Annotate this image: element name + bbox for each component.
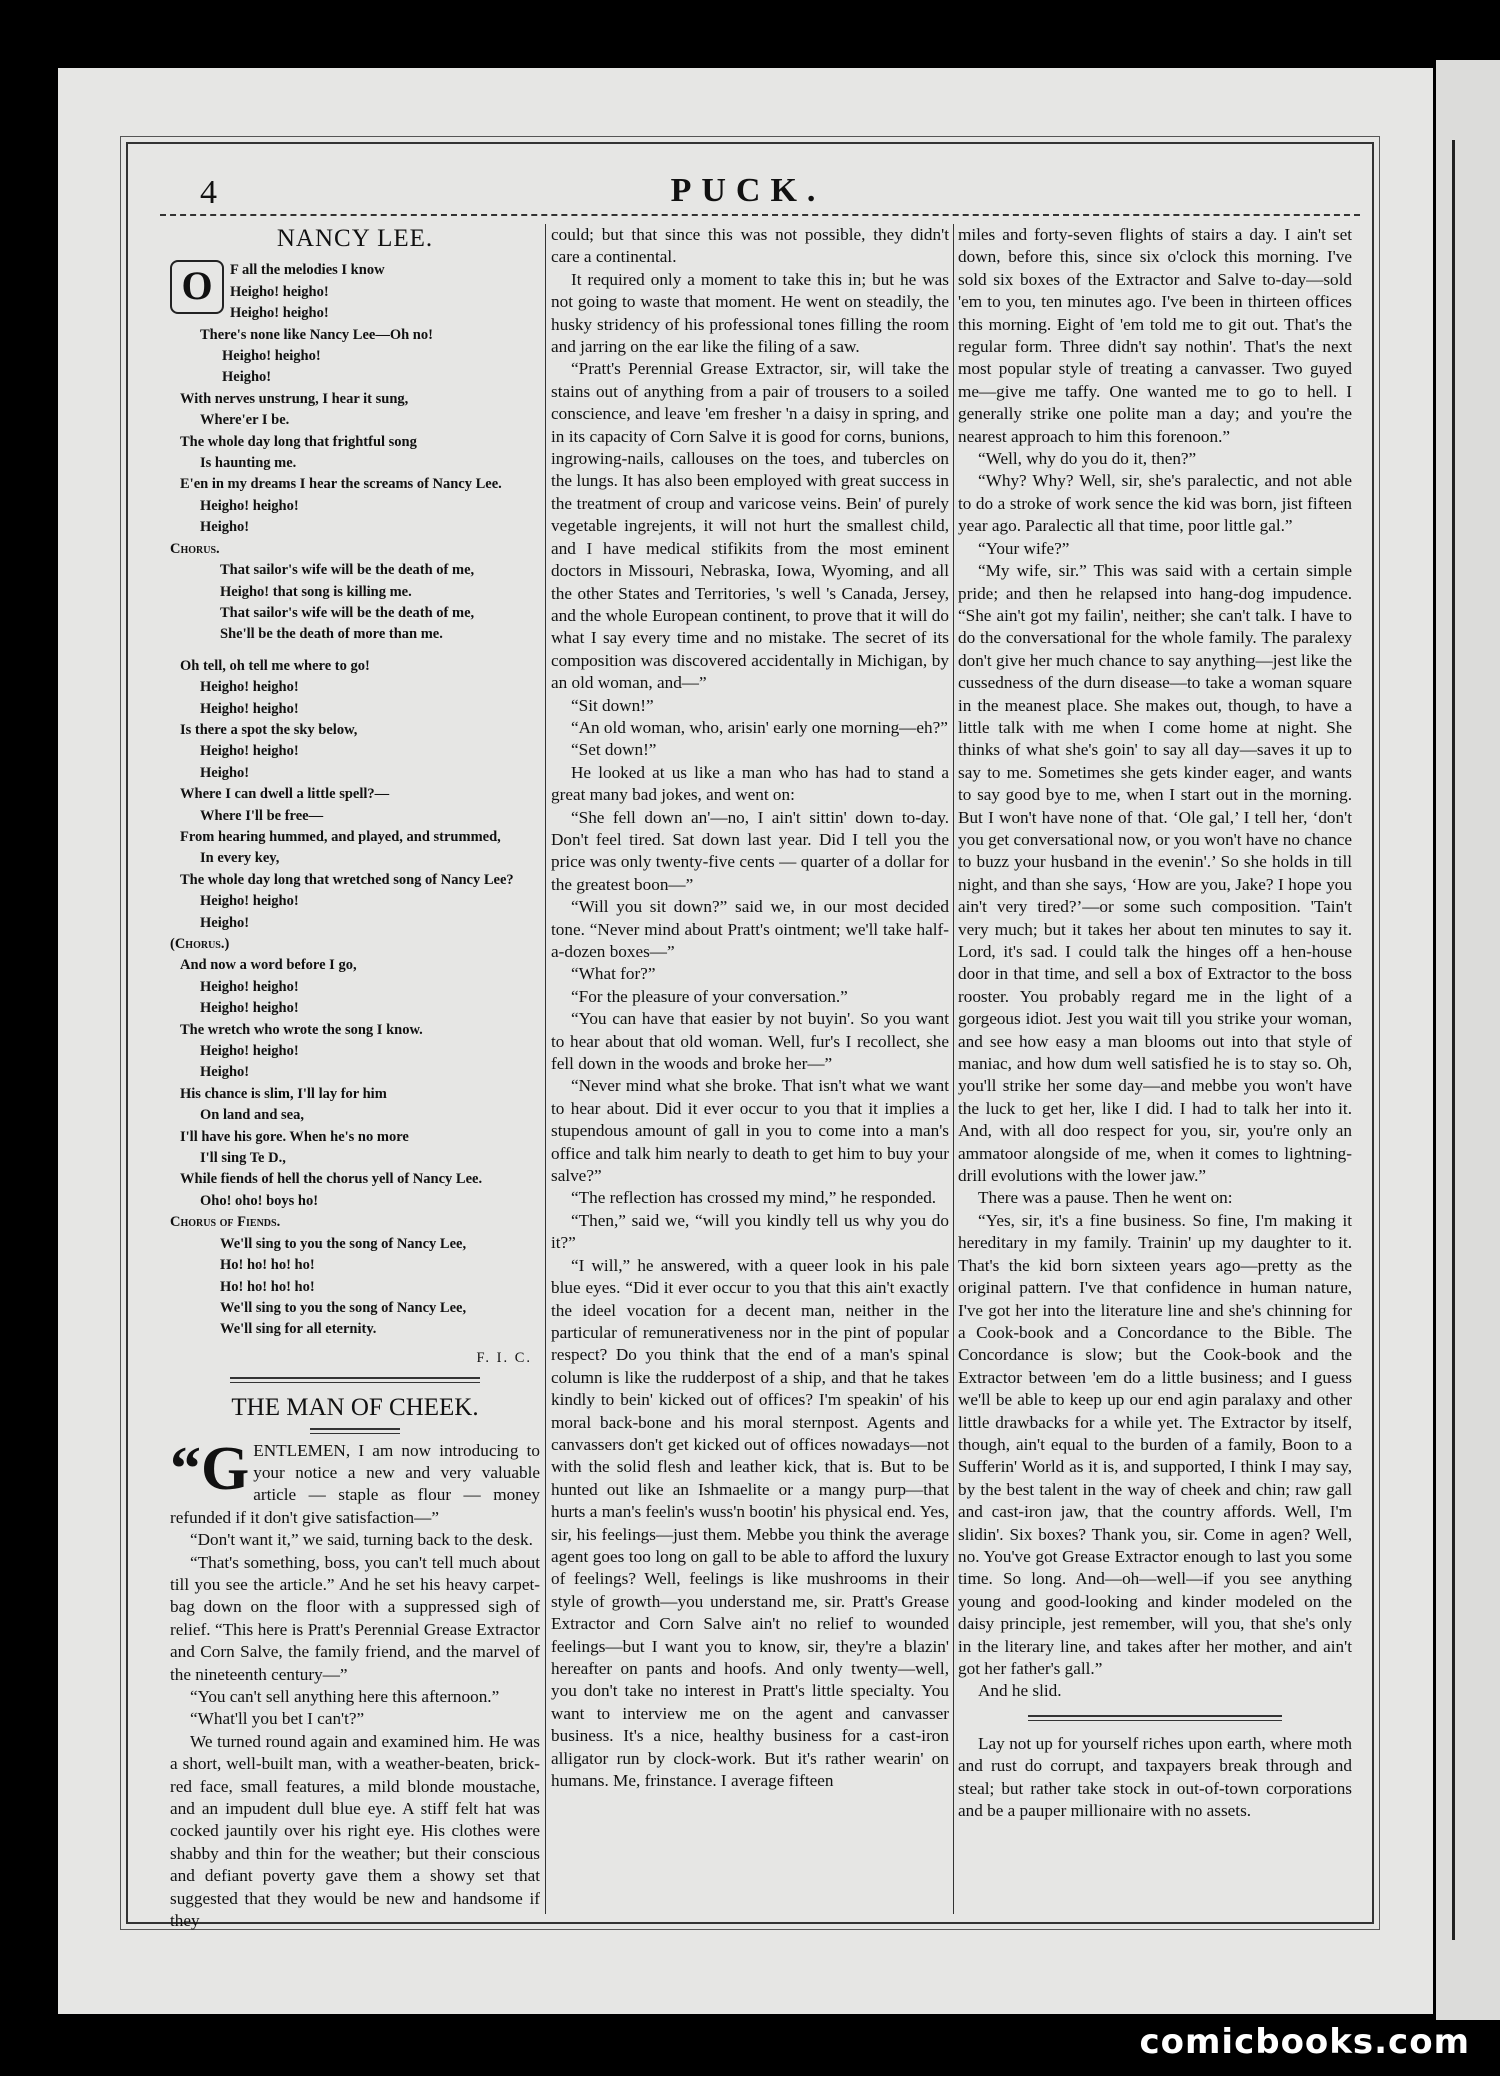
story-paragraph: “Never mind what she broke. That isn't what we want to hear about. Did it ever occur to you that it implies a stupendous amount of gall in you to come into a man's office and talk him nearly to death to get him to buy your salve?” [551, 1076, 949, 1186]
poem-line: Heigho! heigho! [200, 743, 299, 760]
masthead: PUCK. [670, 172, 826, 209]
chorus [170, 560, 540, 646]
poem-line: We'll sing for all eternity. [220, 1321, 377, 1338]
poem-line: E'en in my dreams I hear the screams of Nancy Lee. [180, 476, 502, 493]
poem-line: His chance is slim, I'll lay for him [180, 1085, 387, 1102]
story-paragraph: “For the pleasure of your conversation.” [571, 986, 848, 1006]
poem-stanza-2 [170, 656, 540, 934]
poem-line: Heigho! [200, 1064, 250, 1081]
story-paragraph: “You can't sell anything here this afternoon.” [190, 1687, 500, 1706]
poem-line: The whole day long that wretched song of Nancy Lee? [180, 871, 514, 888]
story-paragraph: “Sit down!” [571, 695, 654, 715]
poem-line: Ho! ho! ho! ho! [220, 1278, 315, 1295]
poem-line: The whole day long that frightful song [180, 433, 417, 450]
poem-line: We'll sing to you the song of Nancy Lee, [220, 1299, 467, 1316]
column-1 [170, 224, 540, 1932]
story-paragraph: “Pratt's Perennial Grease Extractor, sir, will take the stains out of anything from a pair of trousers to a soiled conscience, and leave 'em fresher 'n a daisy in spring, and in its capacity of Corn Salve it is good for corns, bunions, ingrowing-nails, callouses on the toes, and tubercles on the lungs. It has also been employed with great success in the treatment of croup and varicose veins. Bein' of purely vegetable ingrejents, it will not hurt the smallest child, and I have medical stifikits from the most eminent doctors in Missouri, Nebraska, Iowa, Wyoming, and all the other States and Territories, 's well 's Canada, Jersey, and the whole European continent, to prove that it will do what I say every time and no mistake. The secret of its composition was discovered accidentally in Michigan, by an old woman, and—” [551, 359, 949, 693]
poem-line: Heigho! heigho! [230, 305, 329, 322]
poem-line: Oho! oho! boys ho! [200, 1192, 319, 1209]
poem-stanza-1 [170, 260, 540, 538]
poem-line: We'll sing to you the song of Nancy Lee, [220, 1235, 467, 1252]
poem-line: In every key, [200, 850, 280, 867]
poem-line: Where'er I be. [200, 412, 290, 429]
story-paragraph: “The reflection has crossed my mind,” he responded. [571, 1188, 937, 1208]
poem-line: From hearing hummed, and played, and strummed, [180, 828, 501, 845]
story-paragraph: And he slid. [978, 1681, 1062, 1701]
poem-line: Heigho! [200, 914, 250, 931]
poem-stanza-3 [170, 955, 540, 1212]
poem-line: Heigho! [200, 519, 250, 536]
poem-line: I'll sing Te D., [200, 1150, 286, 1167]
poem-line: Oh tell, oh tell me where to go! [180, 657, 370, 674]
story-paragraph: “Then,” said we, “will you kindly tell us why you do it?” [551, 1210, 949, 1253]
header-rule [160, 214, 1360, 216]
story-paragraph: “Your wife?” [978, 538, 1070, 558]
watermark: comicbooks.com [1139, 2022, 1470, 2062]
poem-line: Heigho! heigho! [200, 1043, 299, 1060]
story-paragraph: “Will you sit down?” said we, in our most decided tone. “Never mind about Pratt's ointment; we'll take half-a-dozen boxes—” [551, 897, 949, 961]
story-paragraph: He looked at us like a man who has had to stand a great many bad jokes, and went on: [551, 762, 949, 805]
story-paragraph: “What for?” [571, 964, 656, 984]
poem-line: Heigho! heigho! [200, 700, 299, 717]
column-2 [551, 224, 949, 1792]
poem-line: Heigho! heigho! [230, 283, 329, 300]
story-paragraph: could; but that since this was not possible, they didn't care a continental. [551, 225, 949, 267]
story-paragraph: “You can have that easier by not buyin'. So you want to hear about that old woman. Well, fur's I recollect, she fell down in the woods and broke her—” [551, 1009, 949, 1074]
poem-line: Heigho! [200, 764, 250, 781]
poem-line: F all the melodies I know [230, 262, 385, 279]
story-paragraph: “That's something, boss, you can't tell much about till you see the article.” And he set his heavy carpet-bag down on the floor with a suppressed sigh of relief. “This here is Pratt's Perennial Grease Extractor and Corn Salve, the family friend, and the marvel of the nineteenth century—” [170, 1552, 540, 1684]
story-opening [170, 1434, 540, 1933]
facing-page-edge [1436, 60, 1500, 2020]
poem-line: Is haunting me. [200, 455, 297, 472]
poem-line: I'll have his gore. When he's no more [180, 1128, 409, 1145]
story-paragraph: “She fell down an'—no, I ain't sittin' down to-day. Don't feel tired. Sat down last year. Did I tell you the price was only twenty-five cents — quarter of a dollar for the greatest boon—” [551, 807, 949, 894]
poem-line: The wretch who wrote the song I know. [180, 1021, 423, 1038]
poem-line: Heigho! heigho! [200, 679, 299, 696]
poem-line: Heigho! heigho! [200, 1000, 299, 1017]
column-3 [958, 224, 1352, 1822]
page-header [140, 172, 1356, 212]
story-paragraph: “Don't want it,” we said, turning back to the desk. [190, 1530, 533, 1550]
poem-line: She'll be the death of more than me. [220, 626, 443, 643]
section-rule [1028, 1715, 1282, 1721]
story-paragraph: “What'll you bet I can't?” [190, 1709, 365, 1729]
poem-title: NANCY LEE. [276, 225, 434, 252]
title-rule [310, 1428, 400, 1434]
poem-line: That sailor's wife will be the death of me, [220, 562, 475, 579]
poem-line: Heigho! heigho! [222, 348, 321, 365]
chorus-of-fiends [170, 1234, 540, 1341]
ornamental-initial: O [170, 260, 224, 314]
page-number: 4 [200, 174, 217, 211]
story-paragraph: It required only a moment to take this in; but he was not going to waste that moment. He went on steadily, the husky stridency of his professional tones filling the room and jarring on the ear like the filing of a saw. [551, 269, 949, 357]
chorus-repeat: (Chorus.) [170, 936, 230, 952]
column-rule [545, 224, 546, 1914]
poem-line: Where I'll be free— [200, 807, 324, 824]
poem-line: Is there a spot the sky below, [180, 721, 358, 738]
story-paragraph: ENTLEMEN, I am now introducing to your notice a new and very valuable article — staple as flour — money refunded if it don't give satisfaction—” [170, 1440, 540, 1527]
facing-page-rule [1452, 140, 1455, 1940]
story-paragraph: “Set down!” [571, 740, 657, 760]
poem-line: Heigho! [222, 369, 272, 386]
poem-line: Heigho! that song is killing me. [220, 583, 412, 600]
poem-line: Where I can dwell a little spell?— [180, 786, 390, 803]
column-rule [953, 224, 954, 1914]
story-paragraph: “Why? Why? Well, sir, she's paralectic, and not able to do a stroke of work sence the kid was born, jist fifteen year ago. Paralectic all that time, poor little gal.” [958, 471, 1352, 536]
poem-line: With nerves unstrung, I hear it sung, [180, 390, 409, 407]
story-paragraph: “An old woman, who, arisin' early one morning—eh?” [571, 717, 948, 737]
story-paragraph: “Yes, sir, it's a fine business. So fine, I'm making it hereditary in my family. Trainin' up my daughter to it. That's the kid born sixteen years ago—pretty as the original pattern. I've that confidence in human nature, I've got her into the literature line and she's chinning for a Cook-book and a Concordance to the Bible. The Concordance is slow; but the Cook-book and the Extractor between 'em do a little business; and I guess we'll be able to keep up our end agin paralaxy and other little drawbacks for a while yet. The Extractor by itself, though, ain't equal to the burden of a family, Boon to a Sufferin' World as it is, and supported, I think I may say, by the best talent in the way of cheek and chin; raw gall and cast-iron jaw, that the country affords. Well, I'm slidin'. Six boxes? Thank you, sir. Come in agen? Well, no. You've got Grease Extractor enough to last you some time. So long. And—oh—well—if you see anything young and good-looking and kinder modeled on the daisy principle, jest remember, will you, that she's only in the literary line, and takes after her mother, and ain't got her father's gall.” [958, 1210, 1352, 1678]
poem-nancy-lee [170, 260, 540, 1369]
poem-line: There's none like Nancy Lee—Oh no! [200, 326, 433, 343]
lay-not-up-paragraph: Lay not up for yourself riches upon earth, where moth and rust do corrupt, and taxpayers break through and steal; but rather take stock in out-of-town corporations and be a pauper millionaire with no assets. [958, 1733, 1352, 1821]
story-column-3 [958, 224, 1352, 1703]
poem-line: Ho! ho! ho! ho! [220, 1257, 315, 1274]
story-column-2 [551, 224, 949, 1792]
story-paragraph: We turned round again and examined him. He was a short, well-built man, with a weather-beaten, brick-red face, small features, a mild blonde moustache, and an impudent dull blue eye. A stiff felt hat was cocked jauntily over his right eye. His clothes were shabby and thin for the weather; but their conscious and defiant poverty gave them a showy set that suggested that they would be new and handsome if they [170, 1731, 540, 1931]
poem-line: On land and sea, [200, 1107, 304, 1124]
poem-signature: F. I. C. [476, 1349, 532, 1366]
story-paragraph: “Well, why do you do it, then?” [978, 449, 1197, 469]
story-column-1 [170, 1434, 540, 1933]
fiends-label: Chorus of Fiends. [170, 1214, 281, 1231]
story-paragraph: There was a pause. Then he went on: [978, 1188, 1233, 1208]
section-rule [230, 1377, 480, 1383]
story-paragraph: “I will,” he answered, with a queer look in his pale blue eyes. “Did it ever occur to you that this ain't exactly the ideel vocation for a decent man, neither in the particular of remunerativeness nor in the pint of popular respect? Do you think that the end of a man's spinal column is like the rudderpost of a ship, and that he takes kindly to bein' kicked out of offices? I'm speakin' of his moral back-bone and his moral sternpost. Agents and canvassers don't get kicked out of offices nowadays—not with the solid flesh and leather kick, that is. But to be hunted out like an Ishmaelite or a mangy purp—that hurts a man's feelin's wuss'n bootin' his physical end. Yes, sir, his feelings—just them. Mebbe you think the average agent goes too long on gall to be able to afford the luxury of feelings? Well, feelings is like mushrooms in their style of growth—you understand me, sir. Pratt's Grease Extractor and Corn Salve ain't no relief to wounded feelings—but I want you to know, sir, they're a blazin' hereafter on pants and hoofs. And only twenty—well, you don't take no interest in Pratt's little specialty. You want to interview me on the agent and canvasser business. It's a nice, healthy business for a cast-iron alligator run by clock-work. But it's rather wearin' on humans. Me, frinstance. I average fifteen [551, 1255, 949, 1791]
poem-line: Heigho! heigho! [200, 497, 299, 514]
poem-line: That sailor's wife will be the death of me, [220, 604, 475, 621]
poem-line: Heigho! heigho! [200, 893, 299, 910]
chorus-label: Chorus. [170, 540, 220, 557]
poem-line: Heigho! heigho! [200, 978, 299, 995]
drop-cap-g: “G [170, 1434, 250, 1503]
story-paragraph: “My wife, sir.” This was said with a certain simple pride; and then he relapsed into hang-dog impudence. “She ain't got my failin', neither; she can't talk. I have to do the conversational for the whole family. The paralexy don't give her much chance to say anything—jest like the cussedness of the durn disease—to take a woman square in the meanest place. She makes out, though, to have a little talk with me when I come home at night. She thinks of what she's goin' to say all day—saves it up to say to me. Sometimes she gets kinder eager, and wants to say good bye to me, when I start out in the morning. But I won't have none of that. ‘Ole gal,’ I tell her, ‘don't you get conversational now, or you won't have no chance to buzz your husband in the evenin'.’ So she holds in till night, and than she says, ‘How are you, Jake? I hope you ain't very tired?’—or some such composition. 'Tain't very much; but it takes her about ten minutes to say it. Lord, it's sad. I could talk the hinges off a hen-house door in that time, and sell a box of Extractor to the boss rooster. You probably regard me in the light of a gorgeous idiot. Jest you wait till you strike your woman, and see how easy a man blooms out into that style of maniac, and how dum well satisfied he is to stay so. Oh, you'll strike her some day—and mebbe you won't have the luck to get her, like I did. I had to talk her into it. And, with all doo respect for you, sir, you're only an ammatoor alongside of me, when it comes to lightning-drill evolutions with the lower jaw.” [958, 561, 1353, 1186]
poem-line: While fiends of hell the chorus yell of Nancy Lee. [180, 1171, 483, 1188]
story-title: THE MAN OF CHEEK. [231, 1394, 479, 1422]
poem-line: And now a word before I go, [180, 957, 357, 974]
story-paragraph: miles and forty-seven flights of stairs a day. I ain't set down, before this, since six o'clock this morning. I've sold six boxes of the Extractor and Salve to-day—sold 'em to you, ten minutes ago. I've been in thirteen offices this morning. Eight of 'em told me to git out. That's the regular form. Three didn't say nothin'. That's the next most popular style of treating a canvasser. Two guyed me—give me taffy. One wanted me to go to hell. I generally strike one polite man a day; and you're the nearest approach to him this forenoon.” [958, 225, 1352, 446]
